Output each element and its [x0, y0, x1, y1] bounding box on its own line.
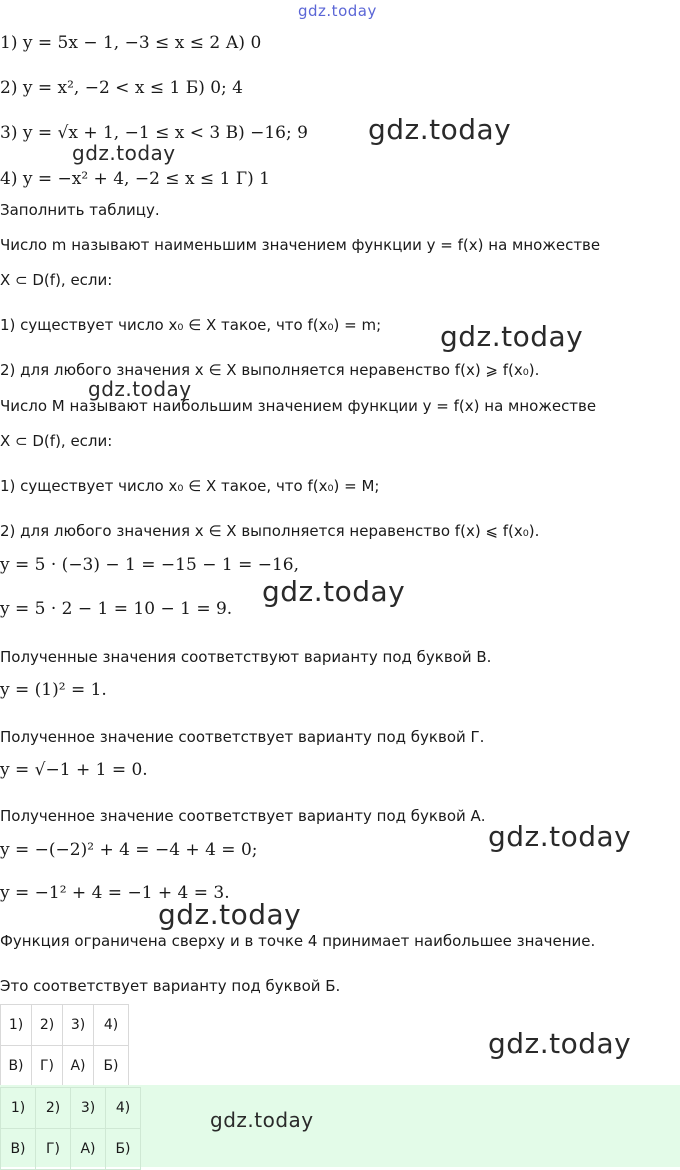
- watermark: gdz.today: [488, 1027, 632, 1060]
- option-1-answer: А) 0: [225, 33, 262, 53]
- option-2-answer: Б) 0; 4: [185, 78, 243, 98]
- option-3: [0, 123, 308, 143]
- max-condition-2: 2) для любого значения x ∈ X выполняется неравенство f(x) ⩽ f(x₀).: [0, 522, 540, 540]
- solution-2-conclusion: Полученное значение соответствует варианту под буквой Г.: [0, 728, 485, 746]
- table-cell: 4): [94, 1005, 129, 1046]
- table-cell: А): [71, 1129, 106, 1170]
- table-cell: 3): [71, 1088, 106, 1129]
- solution-final-conclusion: Это соответствует варианту под буквой Б.: [0, 977, 341, 995]
- watermark: gdz.today: [210, 1108, 314, 1132]
- solution-4-step-1: y = −(−2)² + 4 = −4 + 4 = 0;: [0, 840, 258, 860]
- table-cell: Б): [106, 1129, 141, 1170]
- option-3-equation: 3) y = √x + 1, −1 ≤ x < 3: [0, 123, 221, 143]
- table-cell: 1): [1, 1088, 36, 1129]
- fill-table-instruction: Заполнить таблицу.: [0, 201, 160, 219]
- min-condition-1: 1) существует число x₀ ∈ X такое, что f(x₀) = m;: [0, 316, 382, 334]
- max-definition-line-1: Число M называют наибольшим значением функции y = f(x) на множестве: [0, 397, 597, 415]
- option-4: [0, 169, 270, 189]
- max-definition-line-2: X ⊂ D(f), если:: [0, 432, 113, 450]
- table-cell: 1): [1, 1005, 32, 1046]
- option-1: [0, 33, 261, 53]
- option-2-equation: 2) y = x², −2 < x ≤ 1: [0, 78, 181, 98]
- solution-1-step-1: y = 5 · (−3) − 1 = −15 − 1 = −16,: [0, 555, 300, 575]
- table-cell: Г): [32, 1046, 63, 1087]
- option-4-answer: Г) 1: [235, 169, 270, 189]
- watermark: gdz.today: [88, 377, 192, 401]
- table-cell: 2): [36, 1088, 71, 1129]
- watermark: gdz.today: [488, 820, 632, 853]
- min-definition-line-1: Число m называют наименьшим значением функции y = f(x) на множестве: [0, 236, 601, 254]
- answer-table: [0, 1004, 129, 1087]
- table-cell: Б): [94, 1046, 129, 1087]
- watermark-top: gdz.today: [298, 2, 377, 20]
- watermark: gdz.today: [440, 320, 584, 353]
- solution-3-step: y = √−1 + 1 = 0.: [0, 760, 148, 780]
- min-condition-2: 2) для любого значения x ∈ X выполняется неравенство f(x) ⩾ f(x₀).: [0, 361, 540, 379]
- solution-1-conclusion: Полученные значения соответствуют варианту под буквой В.: [0, 648, 492, 666]
- table-cell: В): [1, 1129, 36, 1170]
- solution-2-step: y = (1)² = 1.: [0, 680, 107, 700]
- answer-table-highlighted: [0, 1087, 141, 1170]
- watermark: gdz.today: [368, 113, 512, 146]
- min-definition-line-2: X ⊂ D(f), если:: [0, 271, 113, 289]
- watermark: gdz.today: [72, 141, 176, 165]
- option-2: [0, 78, 243, 98]
- solution-4-conclusion: Функция ограничена сверху и в точке 4 принимает наибольшее значение.: [0, 932, 596, 950]
- option-1-equation: 1) y = 5x − 1, −3 ≤ x ≤ 2: [0, 33, 221, 53]
- watermark: gdz.today: [158, 898, 302, 931]
- max-condition-1: 1) существует число x₀ ∈ X такое, что f(x₀) = M;: [0, 477, 380, 495]
- solution-4-step-2: y = −1² + 4 = −1 + 4 = 3.: [0, 883, 230, 903]
- table-cell: А): [63, 1046, 94, 1087]
- table-cell: Г): [36, 1129, 71, 1170]
- watermark: gdz.today: [262, 575, 406, 608]
- table-cell: 3): [63, 1005, 94, 1046]
- solution-1-step-2: y = 5 · 2 − 1 = 10 − 1 = 9.: [0, 599, 233, 619]
- solution-3-conclusion: Полученное значение соответствует варианту под буквой А.: [0, 807, 486, 825]
- option-4-equation: 4) y = −x² + 4, −2 ≤ x ≤ 1: [0, 169, 231, 189]
- table-cell: 2): [32, 1005, 63, 1046]
- table-cell: В): [1, 1046, 32, 1087]
- option-3-answer: В) −16; 9: [225, 123, 308, 143]
- table-cell: 4): [106, 1088, 141, 1129]
